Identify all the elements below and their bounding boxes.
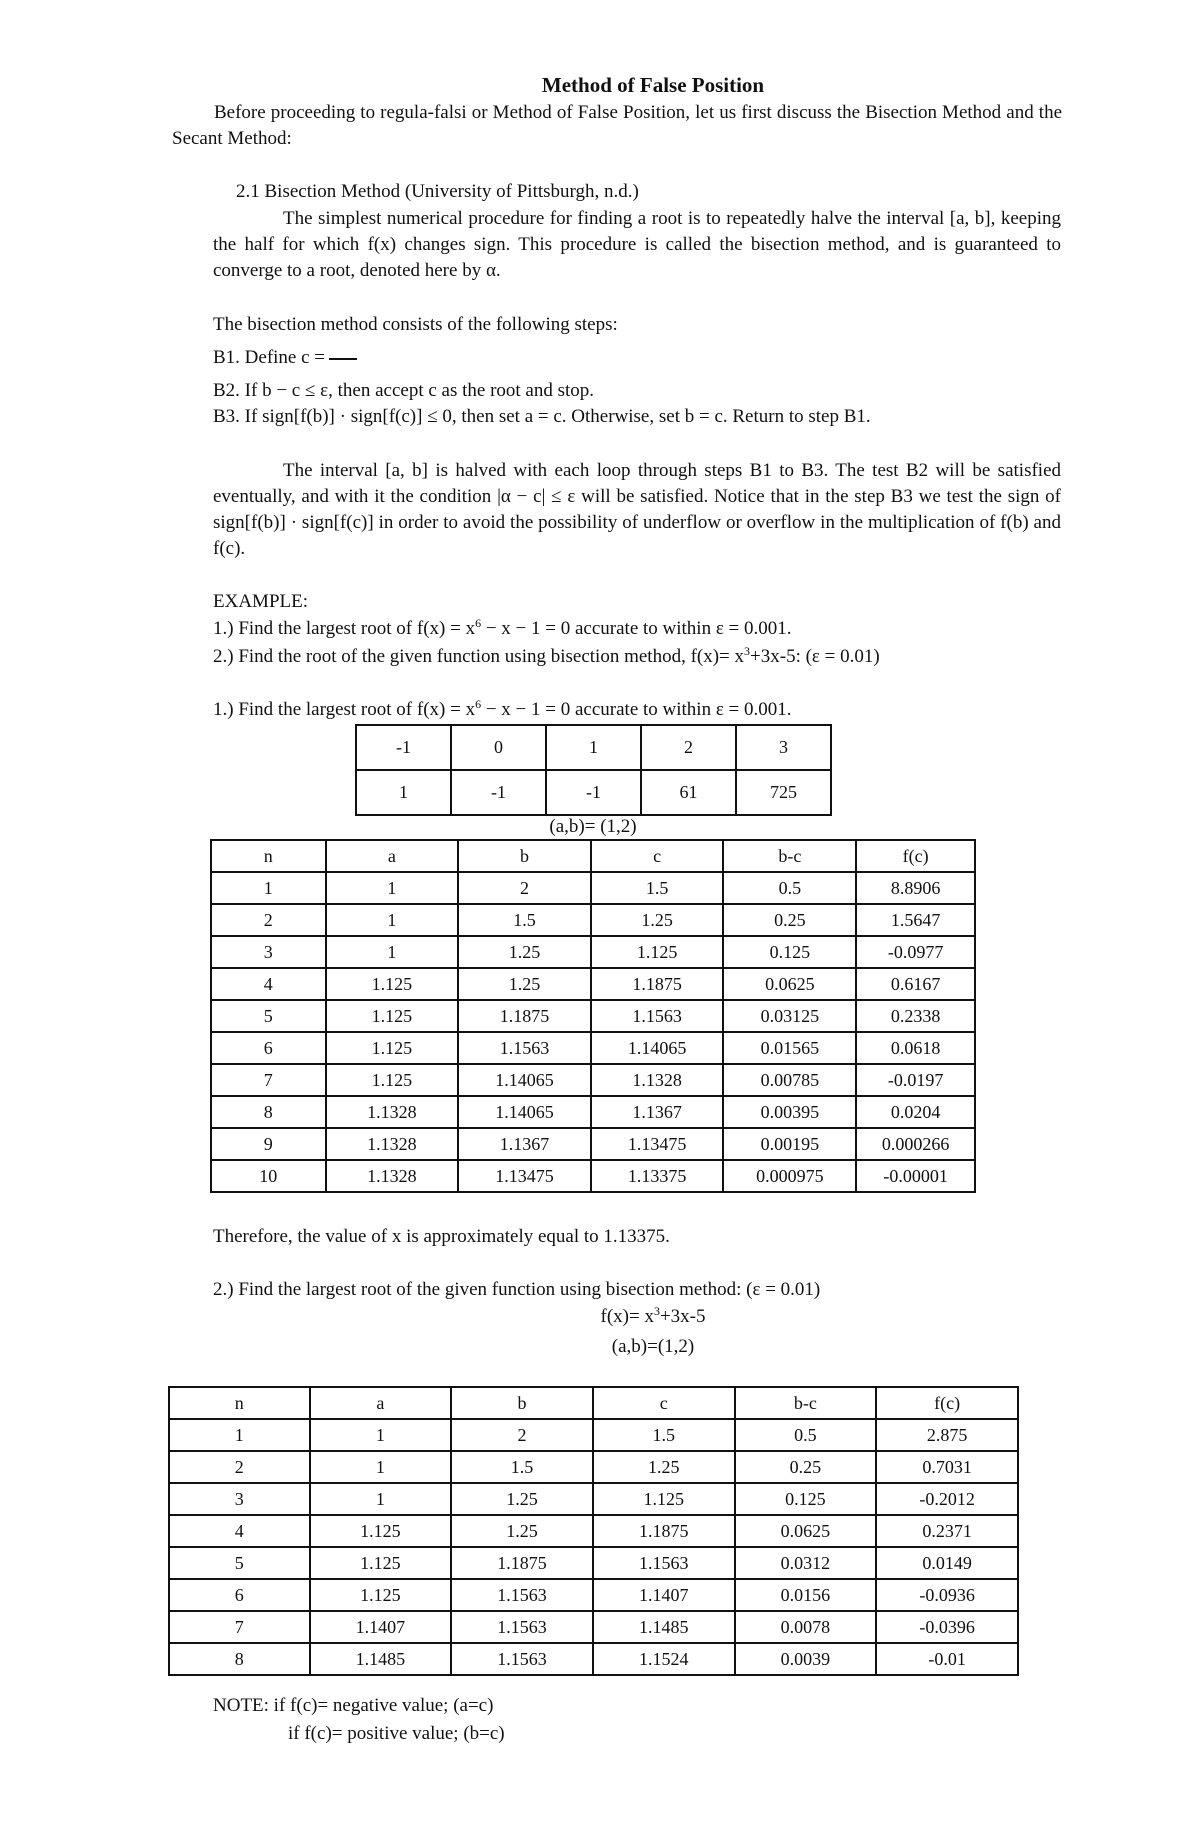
table-cell: 1.25	[593, 1451, 735, 1483]
table-row	[211, 1096, 975, 1128]
example-2-heading: 2.) Find the largest root of the given function using bisection method: (ε = 0.01)	[213, 1279, 821, 1300]
table-cell: 1.1875	[458, 1000, 591, 1032]
table-cell: 1.125	[310, 1547, 452, 1579]
table-cell: -0.0936	[876, 1579, 1018, 1611]
table-cell: 1.1563	[451, 1643, 593, 1675]
example-2	[213, 645, 880, 669]
table-cell: 0.5	[735, 1419, 877, 1451]
table-header-row	[211, 840, 975, 872]
table-cell: 1.25	[458, 968, 591, 1000]
table-cell: -0.0977	[856, 936, 975, 968]
table-cell: 1.1485	[593, 1611, 735, 1643]
step-b3: B3. If sign[f(b)] · sign[f(c)] ≤ 0, then set a = c. Otherwise, set b = c. Return to step B1.	[213, 406, 871, 427]
table-cell: 0.0625	[723, 968, 856, 1000]
table-cell: -1	[451, 770, 546, 815]
table-cell: -0.01	[876, 1643, 1018, 1675]
table-cell: 1.1328	[326, 1160, 459, 1192]
table-cell: 5	[211, 1000, 326, 1032]
table-cell: 1.1875	[593, 1515, 735, 1547]
table-cell: 1.14065	[458, 1064, 591, 1096]
table-cell: 1.25	[458, 936, 591, 968]
table-cell: 1.1328	[326, 1128, 459, 1160]
table-cell: 0.6167	[856, 968, 975, 1000]
blank-line	[329, 358, 357, 360]
table-cell: 1.1875	[451, 1547, 593, 1579]
table-cell: 1.13375	[591, 1160, 724, 1192]
table-cell: 0.25	[723, 904, 856, 936]
table-header-cell: c	[593, 1387, 735, 1419]
bisection-table-1-body	[211, 840, 975, 1192]
table-cell: 2	[451, 1419, 593, 1451]
table-cell: 6	[211, 1032, 326, 1064]
table-cell: 1.1563	[458, 1032, 591, 1064]
interval-1: (a,b)= (1,2)	[549, 816, 637, 837]
table-cell: 0.00195	[723, 1128, 856, 1160]
table-cell: 1	[310, 1419, 452, 1451]
table-cell: 1.5	[451, 1451, 593, 1483]
table-cell: 1.1875	[591, 968, 724, 1000]
table-cell: 725	[736, 770, 831, 815]
table-cell: 61	[641, 770, 736, 815]
section-paragraph: The simplest numerical procedure for finding a root is to repeatedly halve the interval [a, b], keeping the half for which f(x) changes sign. This procedure is called the bisection method, and is guaranteed to converge to a root, denoted here by α.	[213, 208, 1061, 281]
table-cell: 1.1407	[310, 1611, 452, 1643]
table-cell: 1.125	[326, 968, 459, 1000]
table-cell: -0.0396	[876, 1611, 1018, 1643]
sign-check-table-body	[356, 725, 831, 815]
table-header-cell: c	[591, 840, 724, 872]
step-b2: B2. If b − c ≤ ε, then accept c as the root and stop.	[213, 380, 595, 401]
example-1-repeat-post: − x − 1 = 0 accurate to within ε = 0.001.	[481, 699, 792, 720]
table-cell: 8.8906	[856, 872, 975, 904]
table-cell: 0.0156	[735, 1579, 877, 1611]
table-cell: 1.14065	[591, 1032, 724, 1064]
table-header-cell: b-c	[735, 1387, 877, 1419]
table-cell: 2.875	[876, 1419, 1018, 1451]
table-row	[211, 904, 975, 936]
section-heading: 2.1 Bisection Method (University of Pittsburgh, n.d.)	[236, 181, 639, 202]
table-cell: 1	[546, 725, 641, 770]
table-cell: 1.13475	[591, 1128, 724, 1160]
table-cell: 1.5	[593, 1419, 735, 1451]
table-header-cell: n	[211, 840, 326, 872]
table-cell: 1.125	[591, 936, 724, 968]
table-row	[169, 1579, 1018, 1611]
table-cell: 0.0039	[735, 1643, 877, 1675]
table-cell: 0.7031	[876, 1451, 1018, 1483]
example-2-post: +3x-5: (ε = 0.01)	[750, 646, 880, 667]
table-cell: 5	[169, 1547, 310, 1579]
table-row	[169, 1643, 1018, 1675]
steps-intro: The bisection method consists of the following steps:	[213, 314, 618, 335]
note-line-2: if f(c)= positive value; (b=c)	[288, 1723, 505, 1744]
step-b1-text: B1. Define c =	[213, 347, 326, 368]
table-cell: 1.1563	[451, 1611, 593, 1643]
table-row	[169, 1547, 1018, 1579]
example-1-post: − x − 1 = 0 accurate to within ε = 0.001.	[481, 618, 792, 639]
table-cell: 1.1407	[593, 1579, 735, 1611]
table-header-cell: n	[169, 1387, 310, 1419]
table-row	[211, 872, 975, 904]
table-cell: 0.0618	[856, 1032, 975, 1064]
table-cell: 7	[211, 1064, 326, 1096]
example-1	[213, 617, 792, 641]
table-cell: 1	[310, 1451, 452, 1483]
table-row	[169, 1483, 1018, 1515]
table-cell: 1	[326, 904, 459, 936]
table-row	[211, 1064, 975, 1096]
table-cell: 0.0204	[856, 1096, 975, 1128]
table-cell: 1	[211, 872, 326, 904]
table-cell: 2	[211, 904, 326, 936]
table-cell: 1.25	[451, 1515, 593, 1547]
table-cell: 10	[211, 1160, 326, 1192]
table-cell: 1.5	[591, 872, 724, 904]
table-cell: 1	[326, 936, 459, 968]
bisection-table-2	[168, 1386, 1019, 1676]
example-2-pre: 2.) Find the root of the given function using bisection method, f(x)= x	[213, 646, 745, 667]
explain-paragraph: The interval [a, b] is halved with each loop through steps B1 to B3. The test B2 will be satisfied eventually, and with it the condition |α − c| ≤ ε will be satisfied. Notice that in the step B3 we test the sign of sign[f(b)] · sign[f(c)] in order to avoid the possibility of underflow or overflow in the multiplication of f(b) and f(c).	[213, 460, 1061, 559]
table-row	[169, 1515, 1018, 1547]
table-cell: 1.25	[591, 904, 724, 936]
intro-paragraph: Before proceeding to regula-falsi or Method of False Position, let us first discuss the Bisection Method and the Secant Method:	[172, 102, 1062, 149]
note-line-1: NOTE: if f(c)= negative value; (a=c)	[213, 1695, 494, 1716]
table-cell: 0.0312	[735, 1547, 877, 1579]
table-cell: 0.000266	[856, 1128, 975, 1160]
table-cell: 8	[169, 1643, 310, 1675]
table-cell: 0.125	[735, 1483, 877, 1515]
table-cell: 0.03125	[723, 1000, 856, 1032]
example-2-function-post: +3x-5	[659, 1306, 706, 1327]
table-cell: 0.00395	[723, 1096, 856, 1128]
table-cell: 4	[169, 1515, 310, 1547]
table-cell: 1.1367	[458, 1128, 591, 1160]
table-cell: 1.1328	[591, 1064, 724, 1096]
conclusion-1: Therefore, the value of x is approximately equal to 1.13375.	[213, 1226, 670, 1247]
table-cell: 1.5647	[856, 904, 975, 936]
table-cell: 1.14065	[458, 1096, 591, 1128]
table-cell: 0.0625	[735, 1515, 877, 1547]
table-cell: 0.000975	[723, 1160, 856, 1192]
table-cell: 1.125	[326, 1032, 459, 1064]
table-cell: -0.00001	[856, 1160, 975, 1192]
table-cell: 1.1563	[591, 1000, 724, 1032]
table-cell: 1	[326, 872, 459, 904]
table-header-cell: a	[310, 1387, 452, 1419]
table-row	[169, 1451, 1018, 1483]
table-row	[356, 725, 831, 770]
table-cell: 0.25	[735, 1451, 877, 1483]
table-row	[169, 1611, 1018, 1643]
table-row	[211, 936, 975, 968]
example-2-function-exp: 3	[653, 1304, 660, 1318]
table-header-cell: b-c	[723, 840, 856, 872]
table-cell: 1.1563	[451, 1579, 593, 1611]
table-cell: 2	[458, 872, 591, 904]
example-2-exp: 3	[744, 644, 751, 658]
table-cell: 1.125	[326, 1000, 459, 1032]
table-cell: 2	[641, 725, 736, 770]
table-cell: 3	[736, 725, 831, 770]
table-header-row	[169, 1387, 1018, 1419]
step-b1	[213, 346, 357, 370]
example-2-function-pre: f(x)= x	[600, 1306, 654, 1327]
table-cell: 1.125	[310, 1579, 452, 1611]
table-cell: 0.125	[723, 936, 856, 968]
table-cell: 1.125	[593, 1483, 735, 1515]
example-1-exp: 6	[475, 616, 482, 630]
example-label: EXAMPLE:	[213, 591, 308, 612]
bisection-table-1	[210, 839, 976, 1193]
table-cell: 0.0149	[876, 1547, 1018, 1579]
page-title: Method of False Position	[541, 73, 765, 97]
table-cell: 1.1367	[591, 1096, 724, 1128]
table-cell: 1.1524	[593, 1643, 735, 1675]
table-cell: 2	[169, 1451, 310, 1483]
table-row	[211, 968, 975, 1000]
table-cell: 1	[356, 770, 451, 815]
table-cell: 1.125	[310, 1515, 452, 1547]
interval-2: (a,b)=(1,2)	[611, 1336, 695, 1357]
table-row	[211, 1160, 975, 1192]
table-cell: 3	[211, 936, 326, 968]
table-cell: 6	[169, 1579, 310, 1611]
table-cell: 1.25	[451, 1483, 593, 1515]
table-cell: 9	[211, 1128, 326, 1160]
example-1-pre: 1.) Find the largest root of f(x) = x	[213, 618, 476, 639]
example-1-repeat-exp: 6	[475, 697, 482, 711]
table-cell: 0.2371	[876, 1515, 1018, 1547]
table-header-cell: b	[451, 1387, 593, 1419]
table-row	[211, 1128, 975, 1160]
table-header-cell: f(c)	[876, 1387, 1018, 1419]
table-cell: 0.2338	[856, 1000, 975, 1032]
table-cell: 1.13475	[458, 1160, 591, 1192]
table-row	[169, 1419, 1018, 1451]
table-cell: 0.00785	[723, 1064, 856, 1096]
table-header-cell: f(c)	[856, 840, 975, 872]
table-row	[356, 770, 831, 815]
table-row	[211, 1000, 975, 1032]
example-1-repeat	[213, 698, 792, 722]
table-cell: -1	[356, 725, 451, 770]
table-cell: 0.5	[723, 872, 856, 904]
bisection-table-2-body	[169, 1387, 1018, 1675]
table-cell: 8	[211, 1096, 326, 1128]
table-cell: -1	[546, 770, 641, 815]
table-cell: 1.5	[458, 904, 591, 936]
table-header-cell: b	[458, 840, 591, 872]
sign-check-table	[355, 724, 832, 816]
table-cell: 0.01565	[723, 1032, 856, 1064]
table-cell: 0.0078	[735, 1611, 877, 1643]
table-cell: 1.1328	[326, 1096, 459, 1128]
table-cell: 1	[310, 1483, 452, 1515]
table-cell: -0.2012	[876, 1483, 1018, 1515]
table-cell: -0.0197	[856, 1064, 975, 1096]
table-cell: 4	[211, 968, 326, 1000]
table-cell: 1	[169, 1419, 310, 1451]
table-cell: 7	[169, 1611, 310, 1643]
example-2-function	[0, 1305, 1200, 1329]
table-cell: 3	[169, 1483, 310, 1515]
table-cell: 0	[451, 725, 546, 770]
table-cell: 1.125	[326, 1064, 459, 1096]
table-row	[211, 1032, 975, 1064]
table-cell: 1.1563	[593, 1547, 735, 1579]
table-cell: 1.1485	[310, 1643, 452, 1675]
example-1-repeat-pre: 1.) Find the largest root of f(x) = x	[213, 699, 476, 720]
table-header-cell: a	[326, 840, 459, 872]
